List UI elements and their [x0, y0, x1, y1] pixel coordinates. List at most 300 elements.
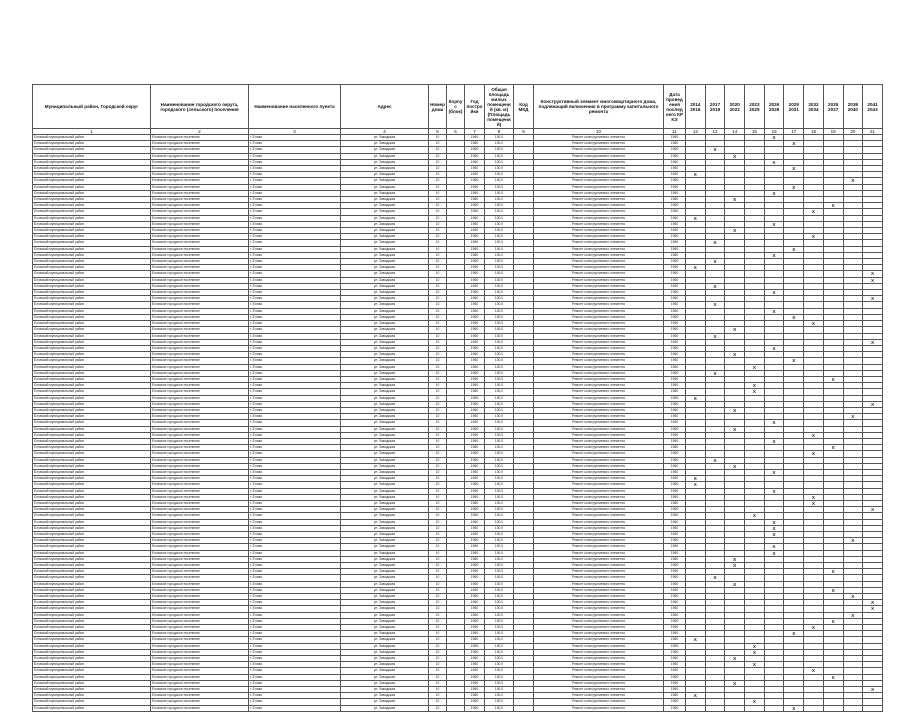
table-cell: Ремонт конструктивного элемента — [534, 389, 664, 395]
period-cell — [843, 705, 863, 711]
table-cell: Ремонт конструктивного элемента — [534, 234, 664, 240]
table-cell: 100,0 — [485, 147, 514, 153]
table-cell: Еловский муниципальный район — [33, 383, 151, 389]
table-cell: Еловское городское поселение — [151, 352, 249, 358]
table-cell: 1960 — [465, 544, 485, 550]
table-cell: г. Елово — [249, 532, 341, 538]
table-cell: ул. Заводская — [341, 265, 429, 271]
table-cell: г. Елово — [249, 283, 341, 289]
table-cell: 100,0 — [485, 488, 514, 494]
table-cell: г. Елово — [249, 544, 341, 550]
table-cell: Еловское городское поселение — [151, 271, 249, 277]
period-cell: X — [804, 451, 824, 457]
table-cell: 10 — [429, 302, 447, 308]
period-cell: X — [705, 457, 725, 463]
table-cell: Еловский муниципальный район — [33, 370, 151, 376]
table-cell: Еловский муниципальный район — [33, 159, 151, 165]
table-cell: 1960 — [664, 426, 686, 432]
period-cell: X — [823, 674, 843, 680]
table-cell: 10 — [429, 705, 447, 711]
table-cell: 1960 — [664, 587, 686, 593]
table-cell: 10 — [429, 197, 447, 203]
table-cell: 100,0 — [485, 507, 514, 513]
table-cell: 1960 — [465, 178, 485, 184]
table-cell: 1960 — [465, 463, 485, 469]
table-cell: ул. Заводская — [341, 550, 429, 556]
table-cell: Ремонт конструктивного элемента — [534, 637, 664, 643]
table-cell: ул. Заводская — [341, 525, 429, 531]
table-cell: 1960 — [664, 451, 686, 457]
table-cell: Еловское городское поселение — [151, 215, 249, 221]
table-cell — [514, 705, 534, 711]
table-cell: Еловское городское поселение — [151, 401, 249, 407]
period-cell: X — [686, 215, 706, 221]
table-cell: г. Елово — [249, 221, 341, 227]
table-cell: Еловский муниципальный район — [33, 333, 151, 339]
table-cell: Еловское городское поселение — [151, 147, 249, 153]
table-cell: Еловский муниципальный район — [33, 581, 151, 587]
table-cell: 100,0 — [485, 631, 514, 637]
table-cell: 1960 — [465, 513, 485, 519]
table-cell: 10 — [429, 308, 447, 314]
table-cell: Ремонт конструктивного элемента — [534, 606, 664, 612]
table-cell: Еловский муниципальный район — [33, 296, 151, 302]
table-cell: 1960 — [664, 438, 686, 444]
table-cell: 1960 — [664, 135, 686, 141]
table-cell: г. Елово — [249, 451, 341, 457]
table-cell: Ремонт конструктивного элемента — [534, 153, 664, 159]
period-cell: X — [745, 389, 765, 395]
table-cell: 100,0 — [485, 203, 514, 209]
table-cell: ул. Заводская — [341, 594, 429, 600]
table-cell: 1960 — [664, 532, 686, 538]
table-cell: 1960 — [465, 395, 485, 401]
table-cell: 1960 — [465, 600, 485, 606]
table-cell: 1960 — [465, 141, 485, 147]
period-cell: X — [764, 308, 784, 314]
table-cell: Еловское городское поселение — [151, 507, 249, 513]
table-cell: 100,0 — [485, 432, 514, 438]
table-cell: 1960 — [465, 705, 485, 711]
table-cell: Ремонт конструктивного элемента — [534, 240, 664, 246]
period-cell: X — [823, 618, 843, 624]
table-cell: Еловское городское поселение — [151, 600, 249, 606]
table-cell: 10 — [429, 482, 447, 488]
table-cell: 1960 — [664, 469, 686, 475]
table-cell: Ремонт конструктивного элемента — [534, 649, 664, 655]
table-cell: Еловское городское поселение — [151, 370, 249, 376]
table-cell: 10 — [429, 637, 447, 643]
table-cell: 1960 — [465, 563, 485, 569]
table-cell: 100,0 — [485, 581, 514, 587]
table-cell: г. Елово — [249, 395, 341, 401]
table-cell: Еловский муниципальный район — [33, 494, 151, 500]
table-cell: 1960 — [465, 432, 485, 438]
table-cell: 1960 — [465, 172, 485, 178]
table-cell: 10 — [429, 656, 447, 662]
table-cell: 1960 — [664, 271, 686, 277]
table-cell: 1960 — [465, 587, 485, 593]
table-cell: г. Елово — [249, 705, 341, 711]
table-cell: 10 — [429, 376, 447, 382]
table-cell: 100,0 — [485, 414, 514, 420]
table-cell: 100,0 — [485, 538, 514, 544]
table-cell: Ремонт конструктивного элемента — [534, 662, 664, 668]
column-header: 2017 2019 — [705, 85, 725, 129]
table-cell: Еловский муниципальный район — [33, 283, 151, 289]
table-cell: Еловский муниципальный район — [33, 693, 151, 699]
table-cell: 1960 — [664, 594, 686, 600]
table-cell: Еловское городское поселение — [151, 283, 249, 289]
column-number: 5 — [429, 129, 447, 135]
table-cell: Еловский муниципальный район — [33, 420, 151, 426]
table-cell: Еловское городское поселение — [151, 612, 249, 618]
table-cell: 1960 — [664, 699, 686, 705]
table-cell: Ремонт конструктивного элемента — [534, 407, 664, 413]
table-cell: 100,0 — [485, 221, 514, 227]
table-cell: Еловское городское поселение — [151, 525, 249, 531]
table-cell: 10 — [429, 451, 447, 457]
table-cell: ул. Заводская — [341, 687, 429, 693]
period-cell — [686, 705, 706, 711]
column-number: 12 — [686, 129, 706, 135]
table-cell: 1960 — [465, 457, 485, 463]
table-cell: Еловский муниципальный район — [33, 271, 151, 277]
table-cell: Ремонт конструктивного элемента — [534, 252, 664, 258]
table-cell: Ремонт конструктивного элемента — [534, 203, 664, 209]
table-cell: Еловское городское поселение — [151, 414, 249, 420]
table-cell: 10 — [429, 587, 447, 593]
table-cell: Еловское городское поселение — [151, 277, 249, 283]
column-number: 21 — [863, 129, 883, 135]
table-cell: г. Елово — [249, 358, 341, 364]
table-cell: Ремонт конструктивного элемента — [534, 141, 664, 147]
column-number: 10 — [534, 129, 664, 135]
table-cell: 10 — [429, 594, 447, 600]
table-cell: 1960 — [664, 401, 686, 407]
table-cell: ул. Заводская — [341, 563, 429, 569]
table-cell: 1960 — [465, 383, 485, 389]
table-cell: Еловское городское поселение — [151, 141, 249, 147]
table-cell: 10 — [429, 203, 447, 209]
table-cell: Ремонт конструктивного элемента — [534, 228, 664, 234]
table-cell: ул. Заводская — [341, 680, 429, 686]
period-cell: X — [686, 693, 706, 699]
table-cell: Еловский муниципальный район — [33, 544, 151, 550]
table-cell: Ремонт конструктивного элемента — [534, 314, 664, 320]
period-cell: X — [686, 476, 706, 482]
table-cell: 1960 — [465, 451, 485, 457]
table-cell: 10 — [429, 426, 447, 432]
table-cell: 100,0 — [485, 451, 514, 457]
table-cell: Еловское городское поселение — [151, 500, 249, 506]
column-number: 16 — [764, 129, 784, 135]
table-cell: 100,0 — [485, 420, 514, 426]
table-cell: 1960 — [465, 321, 485, 327]
column-header: 2020 2022 — [725, 85, 745, 129]
table-cell: 100,0 — [485, 159, 514, 165]
table-cell: 1960 — [465, 699, 485, 705]
table-cell: Еловский муниципальный район — [33, 699, 151, 705]
table-cell: Еловское городское поселение — [151, 203, 249, 209]
table-cell: 1960 — [465, 290, 485, 296]
table-cell: ул. Заводская — [341, 407, 429, 413]
table-cell: Еловское городское поселение — [151, 488, 249, 494]
table-cell: Еловский муниципальный район — [33, 184, 151, 190]
period-cell: X — [705, 333, 725, 339]
table-cell: Еловское городское поселение — [151, 135, 249, 141]
table-cell: 10 — [429, 327, 447, 333]
period-cell: X — [686, 637, 706, 643]
table-cell: 1960 — [465, 569, 485, 575]
table-cell: 10 — [429, 166, 447, 172]
table-cell: 1960 — [465, 674, 485, 680]
table-cell: Ремонт конструктивного элемента — [534, 277, 664, 283]
table-cell: Еловское городское поселение — [151, 482, 249, 488]
table-cell: ул. Заводская — [341, 283, 429, 289]
period-cell: X — [725, 327, 745, 333]
table-cell: 100,0 — [485, 693, 514, 699]
table-cell: 1960 — [465, 221, 485, 227]
column-header: 2023 2025 — [745, 85, 765, 129]
table-cell: 1960 — [465, 277, 485, 283]
table-cell: 100,0 — [485, 662, 514, 668]
period-cell: X — [764, 488, 784, 494]
table-cell: Еловский муниципальный район — [33, 463, 151, 469]
table-cell: г. Елово — [249, 482, 341, 488]
table-cell: г. Елово — [249, 376, 341, 382]
period-cell: X — [705, 575, 725, 581]
period-cell: X — [764, 525, 784, 531]
table-cell: Еловское городское поселение — [151, 581, 249, 587]
table-cell: Еловский муниципальный район — [33, 135, 151, 141]
table-cell: 10 — [429, 680, 447, 686]
period-cell: X — [725, 581, 745, 587]
table-cell: г. Елово — [249, 500, 341, 506]
column-number: 20 — [843, 129, 863, 135]
table-cell: ул. Заводская — [341, 538, 429, 544]
table-cell: ул. Заводская — [341, 656, 429, 662]
table-cell: 10 — [429, 525, 447, 531]
table-cell: Ремонт конструктивного элемента — [534, 358, 664, 364]
table-cell: Ремонт конструктивного элемента — [534, 271, 664, 277]
table-cell: 1960 — [465, 333, 485, 339]
period-cell: X — [745, 513, 765, 519]
table-cell: Еловский муниципальный район — [33, 197, 151, 203]
table-cell: ул. Заводская — [341, 519, 429, 525]
table-cell: ул. Заводская — [341, 308, 429, 314]
table-cell: 1960 — [664, 265, 686, 271]
table-cell: 100,0 — [485, 321, 514, 327]
column-number: 9 — [514, 129, 534, 135]
table-cell: ул. Заводская — [341, 364, 429, 370]
table-cell: 10 — [429, 358, 447, 364]
table-cell: 10 — [429, 556, 447, 562]
table-cell: Еловское городское поселение — [151, 594, 249, 600]
table-cell: г. Елово — [249, 383, 341, 389]
table-cell: 1960 — [664, 215, 686, 221]
table-cell: 1960 — [664, 581, 686, 587]
table-cell: Еловское городское поселение — [151, 259, 249, 265]
table-cell: Ремонт конструктивного элемента — [534, 575, 664, 581]
table-cell: 1960 — [465, 401, 485, 407]
table-cell: Еловский муниципальный район — [33, 234, 151, 240]
period-cell: X — [863, 600, 883, 606]
period-cell: X — [725, 407, 745, 413]
table-cell: Еловский муниципальный район — [33, 290, 151, 296]
period-cell: X — [764, 438, 784, 444]
table-cell: 1960 — [465, 469, 485, 475]
table-cell: г. Елово — [249, 488, 341, 494]
column-number: 1 — [33, 129, 151, 135]
table-body — [33, 135, 883, 712]
table-cell: Еловское городское поселение — [151, 519, 249, 525]
table-cell: 1960 — [664, 141, 686, 147]
table-cell: 10 — [429, 271, 447, 277]
table-cell: 10 — [429, 500, 447, 506]
table-cell: Еловский муниципальный район — [33, 432, 151, 438]
table-cell: ул. Заводская — [341, 401, 429, 407]
table-cell: Ремонт конструктивного элемента — [534, 414, 664, 420]
table-cell: 100,0 — [485, 190, 514, 196]
table-cell: 1960 — [465, 364, 485, 370]
table-cell: 1960 — [664, 383, 686, 389]
period-cell: X — [705, 283, 725, 289]
table-cell: Ремонт конструктивного элемента — [534, 451, 664, 457]
table-cell: Еловский муниципальный район — [33, 172, 151, 178]
table-cell: Еловское городское поселение — [151, 345, 249, 351]
table-cell: ул. Заводская — [341, 631, 429, 637]
table-cell: Еловский муниципальный район — [33, 339, 151, 345]
table-cell: 1960 — [664, 252, 686, 258]
table-cell: Еловский муниципальный район — [33, 407, 151, 413]
table-cell: г. Елово — [249, 438, 341, 444]
table-cell: Еловский муниципальный район — [33, 532, 151, 538]
table-cell: 1960 — [465, 575, 485, 581]
table-cell: 10 — [429, 135, 447, 141]
table-cell: 100,0 — [485, 277, 514, 283]
table-cell: Ремонт конструктивного элемента — [534, 352, 664, 358]
column-header: Общая площадь жилых помещений (кв. м) (Площадь помещений) — [485, 85, 514, 129]
table-cell: 10 — [429, 215, 447, 221]
table-cell: Ремонт конструктивного элемента — [534, 395, 664, 401]
table-cell: Еловское городское поселение — [151, 469, 249, 475]
table-cell: 100,0 — [485, 600, 514, 606]
table-cell: 1960 — [664, 445, 686, 451]
period-cell: X — [725, 352, 745, 358]
column-header: Дата проведения последнего КР КЭ — [664, 85, 686, 129]
table-cell: ул. Заводская — [341, 587, 429, 593]
table-cell: г. Елово — [249, 234, 341, 240]
table-cell: г. Елово — [249, 414, 341, 420]
table-cell: 1960 — [465, 525, 485, 531]
table-cell: Еловский муниципальный район — [33, 302, 151, 308]
table-cell: ул. Заводская — [341, 333, 429, 339]
table-cell: Ремонт конструктивного элемента — [534, 166, 664, 172]
table-cell: 1960 — [465, 296, 485, 302]
table-cell: Еловское городское поселение — [151, 190, 249, 196]
period-cell — [863, 705, 883, 711]
period-cell: X — [686, 395, 706, 401]
column-header: 2026 2028 — [764, 85, 784, 129]
table-cell: Еловский муниципальный район — [33, 221, 151, 227]
table-cell: Ремонт конструктивного элемента — [534, 581, 664, 587]
table-cell: г. Елово — [249, 259, 341, 265]
table-cell: Ремонт конструктивного элемента — [534, 556, 664, 562]
table-cell: Еловское городское поселение — [151, 649, 249, 655]
table-cell: ул. Заводская — [341, 321, 429, 327]
table-cell: 10 — [429, 401, 447, 407]
table-cell: 100,0 — [485, 327, 514, 333]
table-cell: Ремонт конструктивного элемента — [534, 445, 664, 451]
table-cell: ул. Заводская — [341, 358, 429, 364]
table-cell: ул. Заводская — [341, 544, 429, 550]
table-cell: г. Елово — [249, 680, 341, 686]
table-cell: г. Елово — [249, 190, 341, 196]
table-cell: 1960 — [465, 259, 485, 265]
table-cell: 10 — [429, 507, 447, 513]
period-cell: X — [863, 507, 883, 513]
table-cell: ул. Заводская — [341, 668, 429, 674]
period-cell: X — [725, 153, 745, 159]
table-cell: 10 — [429, 314, 447, 320]
table-cell: 10 — [429, 699, 447, 705]
table-row — [33, 705, 883, 711]
table-cell: 1960 — [465, 352, 485, 358]
table-cell: Ремонт конструктивного элемента — [534, 587, 664, 593]
period-cell: X — [745, 699, 765, 705]
column-header: Корпус (блок) — [447, 85, 465, 129]
table-cell: Еловское городское поселение — [151, 476, 249, 482]
table-cell: Еловский муниципальный район — [33, 643, 151, 649]
table-cell: Ремонт конструктивного элемента — [534, 693, 664, 699]
period-cell: X — [863, 277, 883, 283]
column-header: Наименование городского округа, городского (сельского) поселения — [151, 85, 249, 129]
table-cell: Еловское городское поселение — [151, 606, 249, 612]
table-cell: г. Елово — [249, 203, 341, 209]
column-number: 13 — [705, 129, 725, 135]
table-cell: г. Елово — [249, 550, 341, 556]
table-cell: ул. Заводская — [341, 327, 429, 333]
table-cell: г. Елово — [249, 290, 341, 296]
table-cell: 1960 — [664, 563, 686, 569]
table-cell: ул. Заводская — [341, 376, 429, 382]
table-cell: ул. Заводская — [341, 389, 429, 395]
table-cell: г. Елово — [249, 314, 341, 320]
period-cell — [725, 705, 745, 711]
column-header: Год постройки — [465, 85, 485, 129]
table-cell: 1960 — [465, 184, 485, 190]
period-cell: X — [745, 383, 765, 389]
table-cell: 1960 — [664, 556, 686, 562]
table-cell: Ремонт конструктивного элемента — [534, 339, 664, 345]
period-cell: X — [804, 321, 824, 327]
table-cell: 1960 — [664, 618, 686, 624]
table-cell: Ремонт конструктивного элемента — [534, 259, 664, 265]
table-cell: 10 — [429, 674, 447, 680]
table-cell: Еловское городское поселение — [151, 246, 249, 252]
table-cell: 100,0 — [485, 606, 514, 612]
table-cell: Еловское городское поселение — [151, 637, 249, 643]
table-cell: Ремонт конструктивного элемента — [534, 345, 664, 351]
table-cell: ул. Заводская — [341, 438, 429, 444]
table-cell: 1960 — [664, 364, 686, 370]
table-cell: 100,0 — [485, 500, 514, 506]
table-cell: 100,0 — [485, 345, 514, 351]
table-cell: Еловский муниципальный район — [33, 519, 151, 525]
table-cell: Еловский муниципальный район — [33, 600, 151, 606]
table-cell: Еловский муниципальный район — [33, 147, 151, 153]
